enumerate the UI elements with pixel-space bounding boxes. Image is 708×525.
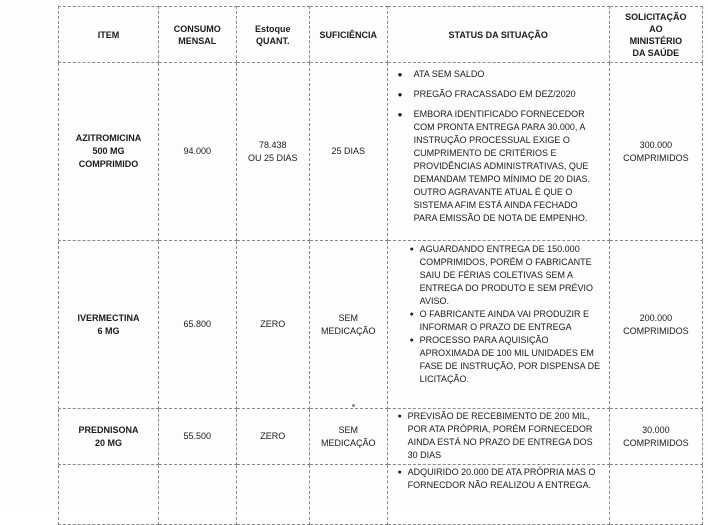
consumo-cell: 94.000	[158, 63, 236, 241]
solicitacao-cell	[609, 63, 702, 241]
solicitacao-line: 200.000	[639, 312, 673, 323]
status-list	[398, 410, 603, 462]
suficiencia-cell	[309, 241, 387, 409]
solicitacao-line: 300.000	[639, 139, 673, 150]
suficiencia-cell	[309, 409, 387, 465]
item-line: 20 MG	[94, 437, 122, 448]
status-item: ● EMBORA IDENTIFICADO FORNECEDOR COM PRONTA ENTREGA PARA 30.000, A INSTRUÇÃO PROCESSUAL EXIGE O CUMPRIMENTO DE CRITÉRIOS E PROVIDÊNCIAS ADMINISTRATIVAS, QUE DEMANDAM TEMPO MÍNIMO DE 20 DIAS. OUTRO AGRAVANTE ATUAL É QUE O SISTEMA AFIM ESTÁ AINDA FECHADO PARA EMISSÃO DE NOTA DE EMPENHO.	[398, 108, 603, 225]
item-cell	[59, 409, 159, 465]
estoque-cell: ZERO	[236, 241, 309, 409]
status-list	[398, 68, 603, 225]
item-line: IVERMECTINA	[77, 312, 140, 323]
suficiencia-cell	[309, 465, 387, 525]
solicitacao-cell	[609, 465, 702, 525]
table-row	[59, 241, 703, 409]
status-cell	[387, 241, 609, 409]
item-cell	[59, 241, 159, 409]
header-status: STATUS DA SITUAÇÃO	[387, 7, 609, 63]
item-line: PREDNISONA	[78, 424, 139, 435]
status-list	[410, 243, 603, 386]
item-cell	[59, 63, 159, 241]
header-solicitacao: SOLICITAÇÃO AO MINISTÉRIO DA SAÚDE	[609, 7, 702, 63]
status-item: ● PREVISÃO DE RECEBIMENTO DE 200 MIL, POR ATA PRÓPRIA, PORÉM FORNECEDOR AINDA ESTÁ NO PRAZO DE ENTREGA DOS 30 DIAS	[398, 410, 603, 462]
consumo-cell	[158, 465, 236, 525]
table-row	[59, 63, 703, 241]
estoque-cell	[236, 465, 309, 525]
solicitacao-cell	[609, 241, 702, 409]
solicitacao-line: COMPRIMIDOS	[623, 152, 689, 163]
suficiencia-line: MEDICAÇÃO	[321, 437, 376, 448]
solicitacao-line: 30.000	[642, 424, 670, 435]
header-suficiencia: SUFICIÊNCIA	[309, 7, 387, 63]
header-consumo: CONSUMO MENSAL	[158, 7, 236, 63]
solicitacao-line: COMPRIMIDOS	[623, 325, 689, 336]
status-cell	[387, 465, 609, 525]
status-item: ● PROCESSO PARA AQUISIÇÃO APROXIMADA DE 100 MIL UNIDADES EM FASE DE INSTRUÇÃO, POR DISPENSA DE LICITAÇÃO.	[410, 334, 603, 386]
medication-status-table	[58, 6, 703, 525]
suficiencia-cell: 25 DIAS	[309, 63, 387, 241]
item-line: AZITROMICINA	[75, 133, 142, 143]
consumo-cell: 55.500	[158, 409, 236, 465]
consumo-cell: 65.800	[158, 241, 236, 409]
header-item: ITEM	[59, 7, 159, 63]
status-item: ● ATA SEM SALDO	[398, 68, 603, 81]
suficiencia-line: SEM	[338, 424, 359, 435]
estoque-line: OU 25 DIAS	[248, 152, 298, 163]
suficiencia-line: SEM	[338, 312, 359, 323]
suficiencia-line: MEDICAÇÃO	[321, 325, 376, 336]
header-row	[59, 7, 703, 63]
estoque-line: 78.438	[259, 139, 287, 150]
status-item: ● PREGÃO FRACASSADO EM DEZ/2020	[398, 88, 603, 101]
header-estoque: Estoque QUANT.	[236, 7, 309, 63]
item-line: 500 MG	[92, 146, 125, 156]
status-cell	[387, 409, 609, 465]
status-cell	[387, 63, 609, 241]
estoque-cell: ZERO	[236, 409, 309, 465]
status-list	[398, 466, 603, 492]
item-line: 6 MG	[97, 325, 120, 336]
table-row	[59, 465, 703, 525]
item-cell	[59, 465, 159, 525]
status-item: ● AGUARDANDO ENTREGA DE 150.000 COMPRIMIDOS, PORÉM O FABRICANTE SAIU DE FÉRIAS COLETIVAS SEM A ENTREGA DO PRODUTO E SEM PRÉVIO AVISO.	[410, 243, 603, 308]
scan-speck	[352, 404, 355, 407]
solicitacao-cell	[609, 409, 702, 465]
item-line: COMPRIMIDO	[78, 159, 139, 169]
table-row	[59, 409, 703, 465]
solicitacao-line: COMPRIMIDOS	[623, 437, 689, 448]
status-item: ● O FABRICANTE AINDA VAI PRODUZIR E INFORMAR O PRAZO DE ENTREGA	[410, 308, 603, 334]
status-item: ● ADQUIRIDO 20.000 DE ATA PRÓPRIA MAS O FORNECDOR NÃO REALIZOU A ENTREGA.	[398, 466, 603, 492]
estoque-cell	[236, 63, 309, 241]
